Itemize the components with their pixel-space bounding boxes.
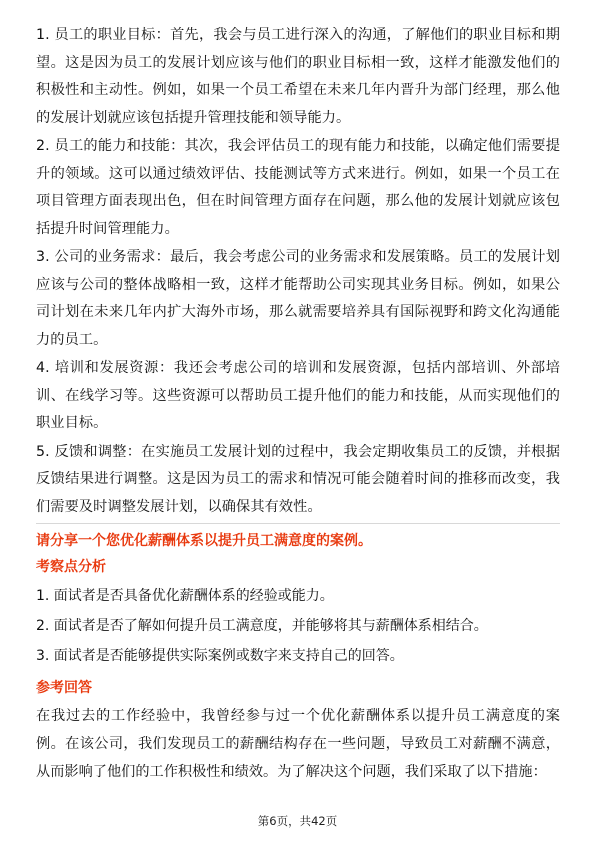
paragraph-training-resources: 4. 培训和发展资源：我还会考虑公司的培训和发展资源，包括内部培训、外部培训、在线学习等。这些资源可以帮助员工提升他们的能力和技能，从而实现他们的职业目标。 (36, 360, 560, 431)
analysis-point: 3. 面试者是否能够提供实际案例或数字来支持自己的回答。 (36, 648, 404, 664)
paragraph-business-needs: 3. 公司的业务需求：最后，我会考虑公司的业务需求和发展策略。员工的发展计划应该与公司的整体战略相一致，这样才能帮助公司实现其业务目标。例如，如果公司计划在未来几年内扩大海外市场，那么就需要培养具有国际视野和跨文化沟通能力的员工。 (36, 249, 560, 348)
interview-question: 请分享一个您优化薪酬体系以提升员工满意度的案例。 (36, 533, 372, 549)
document-page (36, 22, 560, 786)
reference-heading: 参考回答 (36, 680, 92, 696)
analysis-point: 2. 面试者是否了解如何提升员工满意度，并能够将其与薪酬体系相结合。 (36, 618, 488, 634)
paragraph-feedback-adjustment: 5. 反馈和调整：在实施员工发展计划的过程中，我会定期收集员工的反馈，并根据反馈结果进行调整。这是因为员工的需求和情况可能会随着时间的推移而改变，我们需要及时调整发展计划，以确保其有效性。 (36, 443, 560, 515)
analysis-point: 1. 面试者是否具备优化薪酬体系的经验或能力。 (36, 588, 334, 604)
reference-answer: 在我过去的工作经验中，我曾经参与过一个优化薪酬体系以提升员工满意度的案例。在该公司，我们发现员工的薪酬结构存在一些问题，导致员工对薪酬不满意，从而影响了他们的工作积极性和绩效。为了解决这个问题，我们采取了以下措施： (36, 708, 560, 780)
paragraph-career-goals: 1. 员工的职业目标：首先，我会与员工进行深入的沟通，了解他们的职业目标和期望。这是因为员工的发展计划应该与他们的职业目标相一致，这样才能激发他们的积极性和主动性。例如，如果一个员工希望在未来几年内晋升为部门经理，那么他的发展计划就应该包括提升管理技能和领导能力。 (36, 27, 560, 126)
page-number: 第6页，共42页 (257, 814, 338, 828)
section-divider (36, 523, 560, 524)
paragraph-abilities-skills: 2. 员工的能力和技能：其次，我会评估员工的现有能力和技能，以确定他们需要提升的领域。这可以通过绩效评估、技能测试等方式来进行。例如，如果一个员工在项目管理方面表现出色，但在时间管理方面存在问题，那么他的发展计划就应该包括提升时间管理能力。 (36, 138, 560, 237)
analysis-heading: 考察点分析 (36, 559, 106, 575)
analysis-points (36, 581, 560, 671)
